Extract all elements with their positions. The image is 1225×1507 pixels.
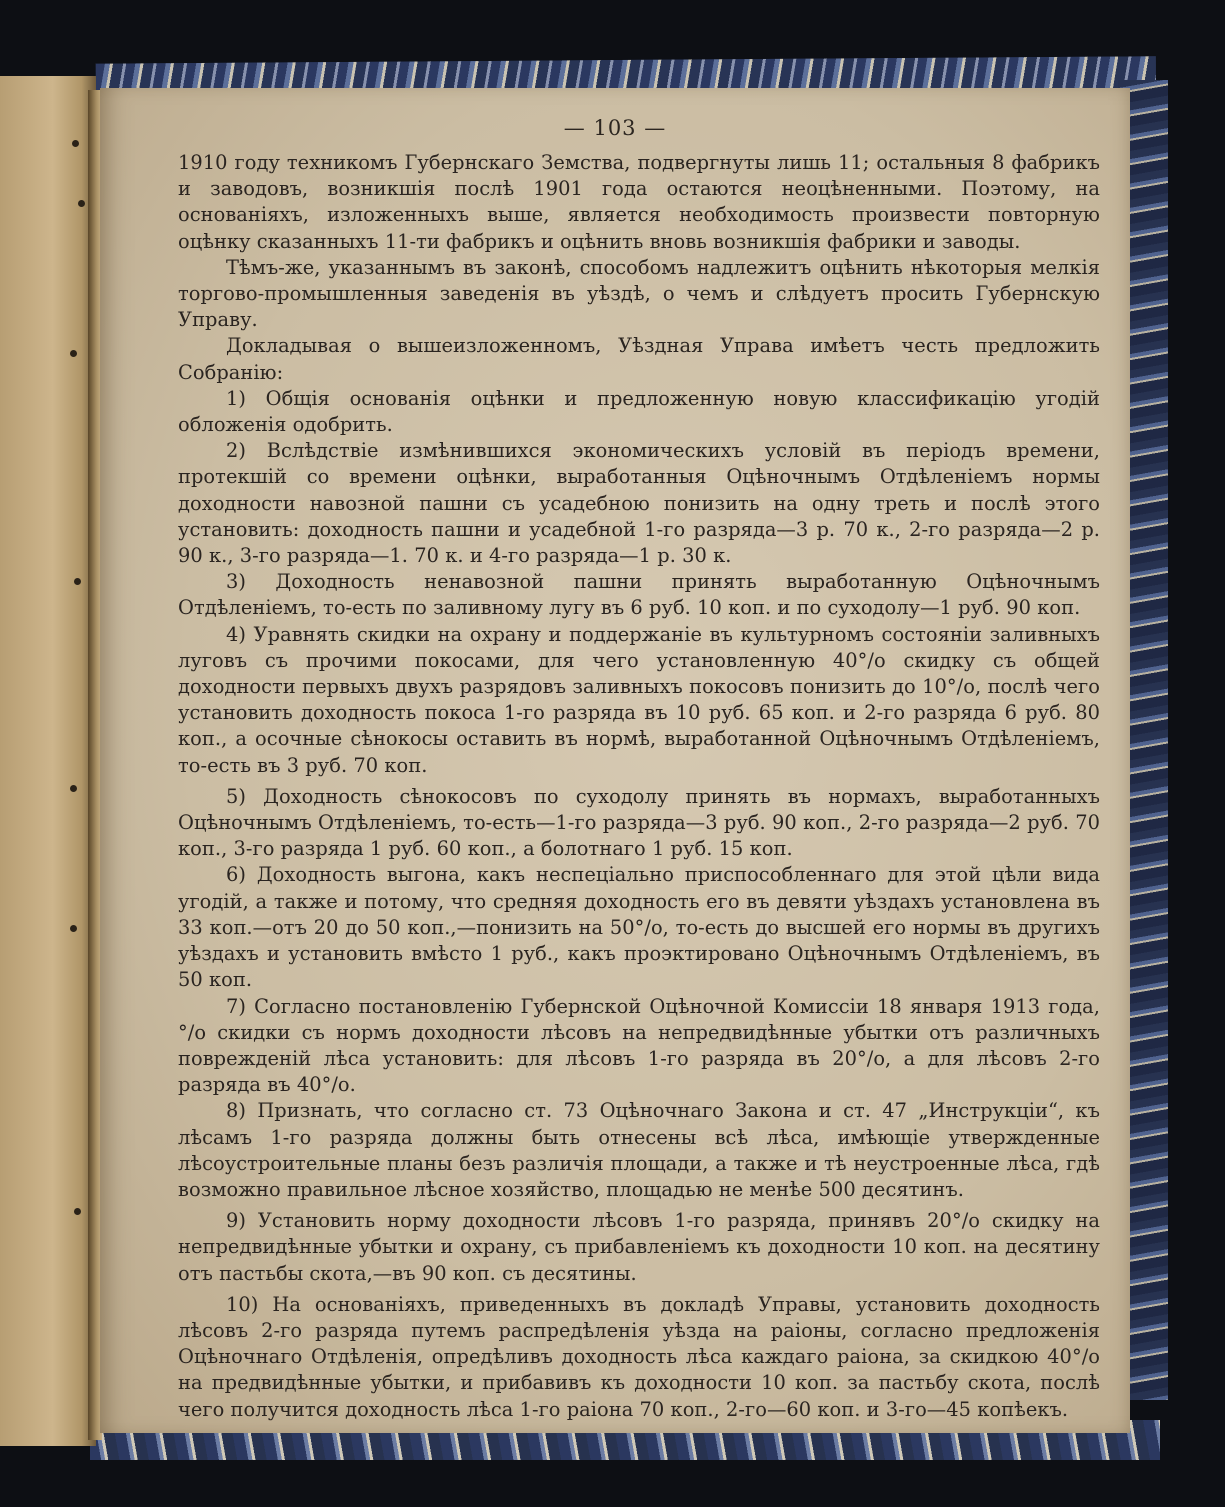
margin-mark: [78, 200, 85, 207]
paragraph-item-9: 9) Установить норму доходности лѣсовъ 1-го разряда, принявъ 20°/о скидку на непредвидѣнные убытки и охрану, съ прибавленіемъ къ доходности 10 коп. на десятину отъ пастьбы скота,—въ 90 коп. съ десятины.: [178, 1209, 1100, 1285]
page-number: — 103 —: [563, 116, 667, 140]
paragraph-item-7: 7) Согласно постановленію Губернской Оцѣночной Комиссіи 18 января 1913 года, °/о скидки съ нормъ доходности лѣсовъ на непредвидѣнные убытки отъ различныхъ поврежденій лѣса установить: для лѣсовъ 1-го разряда въ 20°/о, а для лѣсовъ 2-го разряда въ 40°/о.: [178, 994, 1100, 1097]
page-body: [178, 150, 1100, 1423]
facing-page-edge: [0, 76, 96, 1446]
margin-mark: [74, 578, 81, 585]
margin-mark: [70, 350, 77, 357]
paragraph-item-4: 4) Уравнять скидки на охрану и поддержаніе въ культурномъ состояніи заливныхъ луговъ съ прочими покосами, для чего установленную 40°/о скидку съ общей доходности первыхъ двухъ разрядовъ заливныхъ покосовъ понизить до 10°/о, послѣ чего установить доходность покоса 1-го разряда въ 10 руб. 65 коп. и 2-го разряда 6 руб. 80 коп., а осочные сѣнокосы оставить въ нормѣ, выработанной Оцѣночнымъ Отдѣленіемъ, то-есть въ 3 руб. 70 коп.: [178, 622, 1100, 777]
paragraph: Тѣмъ-же, указаннымъ въ законѣ, способомъ надлежитъ оцѣнить нѣкоторыя мелкія торгово-промышленныя заведенія въ уѣздѣ, о чемъ и слѣдуетъ просить Губернскую Управу.: [178, 255, 1100, 332]
margin-mark: [70, 785, 77, 792]
book-page: [100, 88, 1130, 1433]
paragraph-item-1: 1) Общія основанія оцѣнки и предложенную новую классификацію угодій обложенія одобрить.: [178, 386, 1100, 437]
paragraph-item-3: 3) Доходность ненавозной пашни принять выработанную Оцѣночнымъ Отдѣленіемъ, то-есть по заливному лугу въ 6 руб. 10 коп. и по суходолу—1 руб. 90 коп.: [178, 570, 1100, 620]
paragraph-item-2: 2) Вслѣдствіе измѣнившихся экономическихъ условій въ періодъ времени, протекшій со времени оцѣнки, выработанныя Оцѣночнымъ Отдѣленіемъ нормы доходности навозной пашни съ усадебною понизить на одну треть и послѣ этого установить: доходность пашни и усадебной 1-го разряда—3 р. 70 к., 2-го разряда—2 р. 90 к., 3-го разряда—1. 70 к. и 4-го разряда—1 р. 30 к.: [178, 439, 1100, 568]
paragraph-item-6: 6) Доходность выгона, какъ неспеціально приспособленнаго для этой цѣли вида угодій, а также и потому, что средняя доходность его въ девяти уѣздахъ установлена въ 33 коп.—отъ 20 до 50 коп.,—понизить на 50°/о, то-есть до высшей его нормы въ другихъ уѣздахъ и установить вмѣсто 1 руб., какъ проэктировано Оцѣночнымъ Отдѣленіемъ, въ 50 коп.: [178, 863, 1100, 992]
margin-mark: [72, 140, 79, 147]
paragraph-item-10: 10) На основаніяхъ, приведенныхъ въ докладѣ Управы, установить доходность лѣсовъ 2-го разряда путемъ распредѣленія уѣзда на раіоны, согласно предложенія Оцѣночнаго Отдѣленія, опредѣливъ доходность лѣса каждаго раіона, за скидкою 40°/о на предвидѣнные убытки, и прибавивъ къ доходности 10 коп. за пастьбу скота, послѣ чего получится доходность лѣса 1-го раіона 70 коп., 2-го—60 коп. и 3-го—45 копѣекъ.: [178, 1292, 1100, 1421]
margin-mark: [70, 925, 77, 932]
margin-mark: [74, 1208, 81, 1215]
paragraph-continuation: 1910 году техникомъ Губернскаго Земства, подвергнуты лишь 11; остальныя 8 фабрикъ и заводовъ, возникшія послѣ 1901 года остаются неоцѣненными. Поэтому, на основаніяхъ, изложенныхъ выше, является необходимость произвести повторную оцѣнку сказанныхъ 11-ти фабрикъ и оцѣнить вновь возникшія фабрики и заводы.: [178, 151, 1100, 253]
paragraph-item-8: 8) Признать, что согласно ст. 73 Оцѣночнаго Закона и ст. 47 „Инструкціи“, къ лѣсамъ 1-го разряда должны быть отнесены всѣ лѣса, имѣющіе утвержденные лѣсоустроительные планы безъ различія площади, а также и тѣ неустроенные лѣса, гдѣ возможно правильное лѣсное хозяйство, площадью не менѣе 500 десятинъ.: [178, 1099, 1100, 1201]
paragraph: Докладывая о вышеизложенномъ, Уѣздная Управа имѣетъ честь предложить Собранію:: [178, 334, 1100, 384]
paragraph-item-5: 5) Доходность сѣнокосовъ по суходолу принять въ нормахъ, выработанныхъ Оцѣночнымъ Отдѣленіемъ, то-есть—1-го разряда—3 руб. 90 коп., 2-го разряда—2 руб. 70 коп., 3-го разряда 1 руб. 60 коп., а болотнаго 1 руб. 15 коп.: [178, 784, 1100, 861]
